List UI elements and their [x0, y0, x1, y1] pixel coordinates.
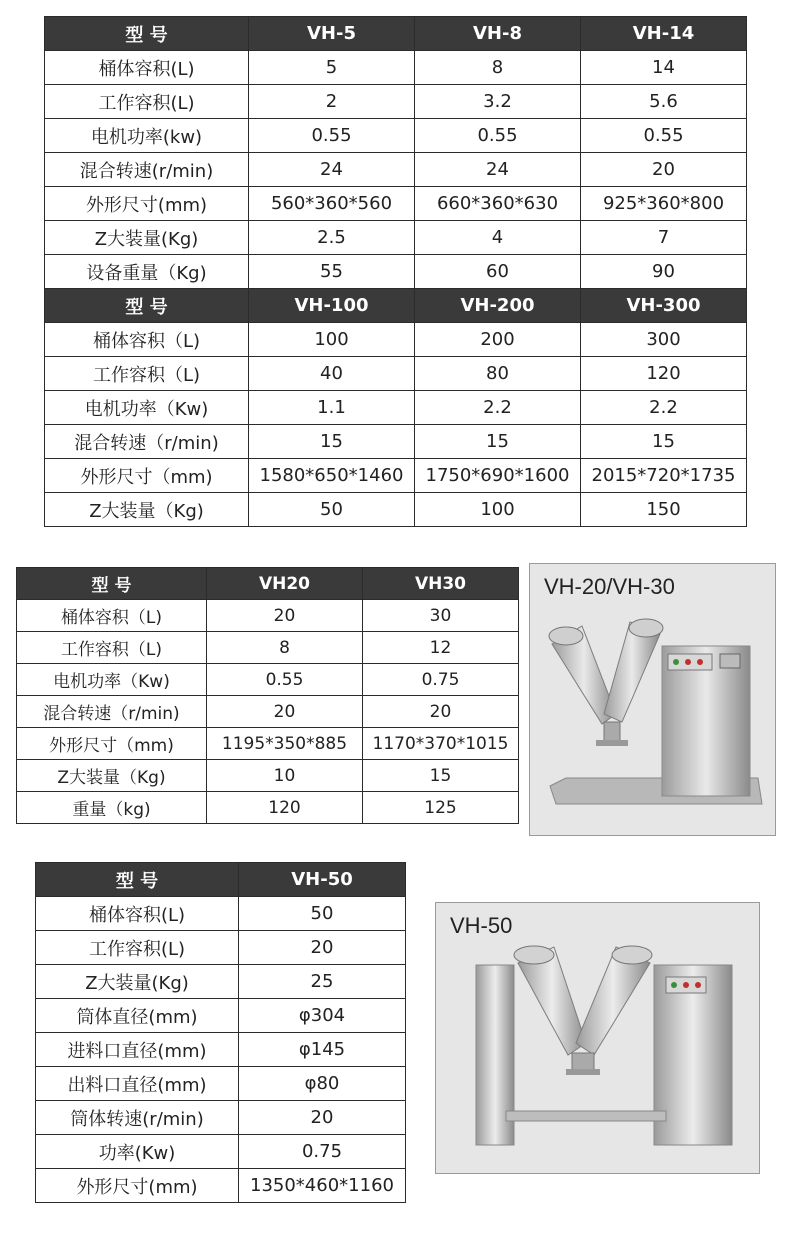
- photo-caption: VH-50: [450, 913, 513, 938]
- table-row: [17, 696, 519, 728]
- value-cell: 1170*370*1015: [363, 728, 519, 760]
- value-cell: 40: [249, 357, 415, 391]
- table-row: [45, 119, 747, 153]
- table-header-cell: VH-50: [239, 863, 406, 897]
- value-cell: 0.75: [363, 664, 519, 696]
- table-row: [45, 493, 747, 527]
- row-label-cell: Z大装量(Kg): [45, 221, 249, 255]
- value-cell: φ304: [239, 999, 406, 1033]
- row-label-cell: 设备重量（Kg): [45, 255, 249, 289]
- table-row: [45, 153, 747, 187]
- spec-table-vh50: [35, 862, 406, 1203]
- value-cell: 7: [581, 221, 747, 255]
- value-cell: 25: [239, 965, 406, 999]
- value-cell: 100: [415, 493, 581, 527]
- value-cell: 50: [239, 897, 406, 931]
- value-cell: 0.55: [581, 119, 747, 153]
- value-cell: 24: [415, 153, 581, 187]
- value-cell: 20: [239, 1101, 406, 1135]
- table-header-row: [17, 568, 519, 600]
- spec-table-vh-small-large: [44, 16, 747, 527]
- table-row: [17, 632, 519, 664]
- row-label-cell: 混合转速（r/min): [17, 696, 207, 728]
- table-header-cell: VH-5: [249, 17, 415, 51]
- table-header-cell: 型 号: [17, 568, 207, 600]
- row-label-cell: 外形尺寸(mm): [36, 1169, 239, 1203]
- table-row: [17, 600, 519, 632]
- row-label-cell: 桶体容积(L): [45, 51, 249, 85]
- table-header-cell: VH-14: [581, 17, 747, 51]
- table-row: [36, 931, 406, 965]
- table-header-cell: VH30: [363, 568, 519, 600]
- value-cell: 15: [249, 425, 415, 459]
- row-label-cell: 功率(Kw): [36, 1135, 239, 1169]
- value-cell: 2.2: [581, 391, 747, 425]
- table-row: [36, 1033, 406, 1067]
- value-cell: 100: [249, 323, 415, 357]
- value-cell: 15: [415, 425, 581, 459]
- value-cell: 0.75: [239, 1135, 406, 1169]
- row-label-cell: 重量（kg): [17, 792, 207, 824]
- table-header-cell: 型 号: [45, 17, 249, 51]
- table-row: [45, 459, 747, 493]
- table-row: [36, 1169, 406, 1203]
- table-header-row: [36, 863, 406, 897]
- table-row: [45, 425, 747, 459]
- table-row: [17, 728, 519, 760]
- value-cell: 55: [249, 255, 415, 289]
- v-mixer-machine-icon: [530, 564, 777, 837]
- row-label-cell: 筒体转速(r/min): [36, 1101, 239, 1135]
- value-cell: 8: [415, 51, 581, 85]
- value-cell: 4: [415, 221, 581, 255]
- row-label-cell: 外形尺寸（mm): [45, 459, 249, 493]
- value-cell: 20: [207, 600, 363, 632]
- value-cell: 20: [239, 931, 406, 965]
- table-row: [36, 1135, 406, 1169]
- value-cell: 2015*720*1735: [581, 459, 747, 493]
- value-cell: 20: [207, 696, 363, 728]
- table-row: [45, 85, 747, 119]
- table-row: [45, 51, 747, 85]
- value-cell: 1.1: [249, 391, 415, 425]
- table-row: [45, 187, 747, 221]
- v-mixer-machine-icon: [436, 903, 761, 1175]
- table-row: [45, 357, 747, 391]
- row-label-cell: 混合转速(r/min): [45, 153, 249, 187]
- value-cell: φ80: [239, 1067, 406, 1101]
- row-label-cell: 电机功率（Kw): [17, 664, 207, 696]
- value-cell: 300: [581, 323, 747, 357]
- table-header-cell: VH-8: [415, 17, 581, 51]
- row-label-cell: Z大装量(Kg): [36, 965, 239, 999]
- row-label-cell: 电机功率（Kw): [45, 391, 249, 425]
- table-row: [36, 965, 406, 999]
- table-row: [17, 792, 519, 824]
- value-cell: 560*360*560: [249, 187, 415, 221]
- value-cell: 80: [415, 357, 581, 391]
- value-cell: 200: [415, 323, 581, 357]
- table-row: [17, 664, 519, 696]
- product-photo-vh50: [435, 902, 760, 1174]
- table-row: [36, 1101, 406, 1135]
- table-header-row: [45, 289, 747, 323]
- row-label-cell: 工作容积（L): [45, 357, 249, 391]
- row-label-cell: 筒体直径(mm): [36, 999, 239, 1033]
- value-cell: 90: [581, 255, 747, 289]
- table-row: [45, 391, 747, 425]
- value-cell: 5.6: [581, 85, 747, 119]
- row-label-cell: 出料口直径(mm): [36, 1067, 239, 1101]
- value-cell: 1580*650*1460: [249, 459, 415, 493]
- value-cell: 0.55: [207, 664, 363, 696]
- table-header-cell: VH-300: [581, 289, 747, 323]
- row-label-cell: Z大装量（Kg): [17, 760, 207, 792]
- table-row: [45, 323, 747, 357]
- value-cell: 5: [249, 51, 415, 85]
- row-label-cell: 外形尺寸(mm): [45, 187, 249, 221]
- row-label-cell: 混合转速（r/min): [45, 425, 249, 459]
- row-label-cell: 桶体容积（L): [17, 600, 207, 632]
- table-header-cell: VH-200: [415, 289, 581, 323]
- value-cell: 2.2: [415, 391, 581, 425]
- value-cell: 10: [207, 760, 363, 792]
- value-cell: 12: [363, 632, 519, 664]
- row-label-cell: 桶体容积(L): [36, 897, 239, 931]
- value-cell: 2.5: [249, 221, 415, 255]
- value-cell: 120: [581, 357, 747, 391]
- value-cell: 0.55: [415, 119, 581, 153]
- row-label-cell: 外形尺寸（mm): [17, 728, 207, 760]
- table-header-row: [45, 17, 747, 51]
- spec-table-vh20-vh30: [16, 567, 519, 824]
- value-cell: 150: [581, 493, 747, 527]
- value-cell: 925*360*800: [581, 187, 747, 221]
- table-header-cell: VH20: [207, 568, 363, 600]
- row-label-cell: 电机功率(kw): [45, 119, 249, 153]
- value-cell: 1350*460*1160: [239, 1169, 406, 1203]
- table-header-cell: VH-100: [249, 289, 415, 323]
- row-label-cell: Z大装量（Kg): [45, 493, 249, 527]
- value-cell: 20: [363, 696, 519, 728]
- photo-caption: VH-20/VH-30: [544, 574, 675, 599]
- value-cell: 8: [207, 632, 363, 664]
- table-header-cell: 型 号: [36, 863, 239, 897]
- row-label-cell: 桶体容积（L): [45, 323, 249, 357]
- value-cell: 15: [363, 760, 519, 792]
- table-row: [17, 760, 519, 792]
- product-photo-vh20-vh30: [529, 563, 776, 836]
- table-header-cell: 型 号: [45, 289, 249, 323]
- value-cell: 1750*690*1600: [415, 459, 581, 493]
- table-row: [36, 1067, 406, 1101]
- row-label-cell: 工作容积(L): [45, 85, 249, 119]
- value-cell: 120: [207, 792, 363, 824]
- table-row: [45, 221, 747, 255]
- value-cell: 125: [363, 792, 519, 824]
- table-row: [36, 897, 406, 931]
- row-label-cell: 进料口直径(mm): [36, 1033, 239, 1067]
- row-label-cell: 工作容积(L): [36, 931, 239, 965]
- value-cell: 3.2: [415, 85, 581, 119]
- value-cell: 0.55: [249, 119, 415, 153]
- table-row: [36, 999, 406, 1033]
- value-cell: 14: [581, 51, 747, 85]
- value-cell: 15: [581, 425, 747, 459]
- table-row: [45, 255, 747, 289]
- value-cell: 2: [249, 85, 415, 119]
- row-label-cell: 工作容积（L): [17, 632, 207, 664]
- value-cell: φ145: [239, 1033, 406, 1067]
- value-cell: 60: [415, 255, 581, 289]
- value-cell: 660*360*630: [415, 187, 581, 221]
- value-cell: 1195*350*885: [207, 728, 363, 760]
- value-cell: 50: [249, 493, 415, 527]
- value-cell: 24: [249, 153, 415, 187]
- value-cell: 20: [581, 153, 747, 187]
- value-cell: 30: [363, 600, 519, 632]
